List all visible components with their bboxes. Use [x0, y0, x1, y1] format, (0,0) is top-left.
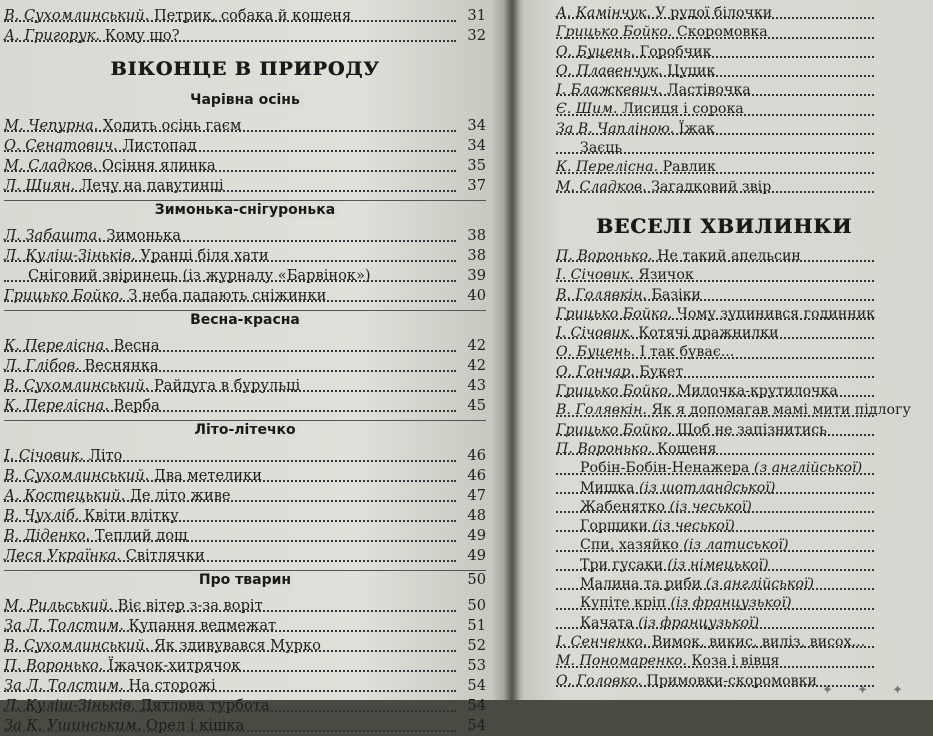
toc-entry: [556, 479, 904, 498]
toc-entry: [556, 633, 904, 652]
entry-title: Зимонька: [106, 227, 181, 244]
entry-title: Купання ведмежат: [128, 617, 277, 634]
page-number: 50: [467, 571, 486, 588]
toc-entry: [4, 6, 486, 26]
entry-title: Три гусаки: [580, 556, 664, 573]
toc-entry: [556, 43, 904, 62]
entry-title: Малина та риби: [580, 576, 702, 593]
page-number: 48: [467, 507, 486, 524]
page-number: 45: [467, 397, 486, 414]
entry-title: Як здивувався Мурко: [153, 637, 321, 654]
entry-title: Купіте кріп: [580, 595, 667, 612]
entry-author: М. Сладков.: [556, 178, 647, 195]
page-number: 40: [467, 287, 486, 304]
entry-title: Вимок, викис, виліз, висох...: [651, 633, 866, 650]
page-number: 46: [467, 447, 486, 464]
entry-author: Л. Куліш-Зіньків.: [4, 247, 136, 264]
right-page: [512, 0, 933, 700]
entry-title: Спи, хазяйко: [580, 537, 679, 554]
toc-entry: [556, 324, 904, 343]
entry-author: За Л. Толстим.: [4, 617, 124, 634]
entry-author: Грицько Бойко.: [556, 305, 673, 322]
entry-title: Два метелики: [153, 467, 262, 484]
toc-entry-text: [4, 487, 234, 504]
toc-entry-text: [4, 117, 244, 134]
toc-entry: [4, 486, 486, 506]
entry-title: Милочка-крутилочка: [676, 383, 838, 400]
toc-entry: [4, 376, 486, 396]
toc-entry-text: [580, 499, 755, 515]
toc-entry: [556, 23, 904, 42]
entry-author: П. Воронько.: [556, 440, 653, 457]
toc-entry-text: [4, 137, 200, 154]
toc-entry-text: [4, 717, 247, 734]
toc-entry-text: [4, 337, 163, 354]
entry-author: В. Голявкін.: [556, 402, 647, 419]
entry-title: Букет: [639, 363, 684, 380]
toc-entry-text: [556, 44, 715, 60]
entry-title: На сторожі: [128, 677, 216, 694]
entry-title: Літо: [88, 447, 123, 464]
entry-note: (із німецької): [667, 556, 769, 573]
entry-note: (з англійської): [753, 460, 863, 477]
entry-title: Петрик, собака й кошеня: [153, 7, 352, 24]
toc-entry: [4, 246, 486, 266]
entry-author: О. Буцень.: [556, 344, 636, 361]
entry-title: Горщики: [580, 518, 648, 535]
toc-entry: [556, 614, 904, 633]
entry-author: В. Чухліб.: [4, 507, 80, 524]
toc-entry-text: [4, 227, 184, 244]
page-number: 31: [467, 7, 486, 24]
entry-title: Цуцик: [667, 62, 716, 79]
toc-entry-text: [556, 248, 804, 264]
left-contents-list: [4, 6, 486, 736]
entry-title: Їжачок-хитрячок: [107, 657, 241, 674]
entry-title: Жабенятко: [580, 498, 666, 515]
toc-entry-text: [4, 357, 162, 374]
entry-title: Качата: [580, 614, 634, 631]
toc-entry-text: [4, 467, 265, 484]
entry-author: І. Січовик.: [556, 325, 634, 342]
entry-author: Грицько Бойко.: [556, 421, 673, 438]
entry-author: Л. Куліш-Зіньків.: [4, 697, 136, 714]
subsection-heading-label: Зимонька-снігуронька: [154, 202, 336, 218]
toc-entry: [4, 696, 486, 716]
entry-title: Віє вітер з-за воріт: [117, 597, 263, 614]
subsection-heading-label: Весна-красна: [190, 312, 300, 328]
toc-entry-text: [4, 547, 208, 564]
entry-note: (із французької): [670, 595, 792, 612]
entry-note: (із шотландської): [639, 479, 776, 496]
toc-entry: [556, 305, 904, 324]
entry-author: А. Григорук.: [4, 27, 101, 44]
page-number: 54: [467, 717, 486, 734]
toc-entry-text: [556, 653, 782, 669]
toc-entry: [556, 139, 904, 158]
toc-entry-text: [4, 157, 219, 174]
toc-entry: [4, 116, 486, 136]
page-number: 43: [467, 377, 486, 394]
toc-entry: [556, 247, 904, 266]
section-title: ВЕСЕЛІ ХВИЛИНКИ: [596, 213, 853, 238]
entry-title: Базіки: [651, 286, 701, 303]
toc-entry-text: [556, 402, 914, 418]
page-number: 53: [467, 657, 486, 674]
entry-author: О. Сенатович.: [4, 137, 118, 154]
toc-entry-text: [4, 397, 163, 414]
page-number: 38: [467, 227, 486, 244]
toc-entry-text: [580, 615, 762, 631]
toc-entry-text: [4, 617, 279, 634]
toc-entry-text: [556, 24, 771, 40]
entry-title: З неба падають сніжинки: [128, 287, 327, 304]
entry-title: Кошеня: [657, 440, 717, 457]
toc-entry-text: [556, 306, 878, 322]
toc-entry-text: [556, 101, 747, 117]
toc-entry-text: [556, 159, 719, 175]
toc-entry: [556, 594, 904, 613]
entry-title: Орел і кішка: [146, 717, 245, 734]
subsection-heading: [4, 86, 486, 116]
toc-entry-text: [556, 121, 718, 137]
toc-entry: [556, 100, 904, 119]
toc-entry: [556, 266, 904, 285]
right-contents-list: [556, 4, 911, 691]
toc-entry: [4, 396, 486, 416]
toc-entry-text: [580, 595, 795, 611]
entry-title: Сніговий звіринець (із журналу «Барвінок»): [28, 267, 371, 284]
toc-entry-text: [556, 287, 704, 303]
entry-author: За Л. Толстим.: [4, 677, 124, 694]
entry-author: В. Діденко.: [4, 527, 91, 544]
toc-entry: [556, 382, 904, 401]
entry-author: Є. Шим.: [556, 101, 618, 118]
toc-entry: [4, 136, 486, 156]
entry-author: І. Січовик.: [4, 447, 84, 464]
entry-author: Грицько Бойко.: [556, 24, 673, 41]
page-number: 49: [467, 547, 486, 564]
toc-entry-text: [4, 7, 354, 24]
entry-title: Теплий дощ: [94, 527, 188, 544]
subsection-heading: [4, 306, 486, 336]
toc-entry-text: [4, 597, 266, 614]
toc-entry-text: [4, 657, 244, 674]
entry-author: А. Камінчук.: [556, 5, 651, 21]
entry-author: В. Голявкін.: [556, 286, 647, 303]
entry-author: В. Сухомлинський.: [4, 377, 150, 394]
entry-author: О. Буцень.: [556, 43, 636, 60]
toc-entry: [556, 343, 904, 362]
toc-entry: [556, 120, 904, 139]
toc-entry-text: [556, 422, 830, 438]
entry-author: І. Сенченко.: [556, 633, 648, 650]
toc-entry-text: [28, 267, 374, 284]
toc-entry-text: [556, 267, 697, 283]
entry-title: Світлячки: [125, 547, 205, 564]
toc-entry: [4, 466, 486, 486]
toc-entry: [4, 676, 486, 696]
toc-entry-text: [4, 677, 219, 694]
toc-entry-text: [580, 480, 778, 496]
entry-author: За В. Чапліною.: [556, 120, 675, 137]
toc-entry-text: [4, 527, 191, 544]
toc-entry: [556, 158, 904, 177]
toc-entry-text: [4, 637, 324, 654]
toc-entry-text: [556, 383, 841, 399]
toc-entry-text: [4, 447, 125, 464]
subsection-heading: [4, 416, 486, 446]
entry-author: О. Плавенчук.: [556, 62, 663, 79]
toc-entry: [556, 536, 904, 555]
entry-title: Примовки-скоромовки: [646, 672, 817, 689]
toc-entry: [556, 178, 904, 197]
entry-title: Квіти влітку: [84, 507, 179, 524]
page-number: 46: [467, 467, 486, 484]
page-number: 47: [467, 487, 486, 504]
subsection-heading-label: Чарівна осінь: [190, 92, 300, 108]
entry-title: Коза і вівця: [691, 653, 780, 670]
page-number: 54: [467, 677, 486, 694]
toc-entry: [4, 26, 486, 46]
entry-author: К. Перелісна.: [4, 337, 109, 354]
entry-title: У рудої білочки: [655, 5, 773, 21]
toc-entry: [4, 656, 486, 676]
entry-title: Язичок: [638, 267, 694, 284]
page-ornament: ✦ ✦ ✦: [822, 683, 913, 698]
toc-entry-text: [556, 63, 718, 79]
toc-entry: [556, 401, 911, 420]
toc-entry: [4, 546, 486, 566]
toc-entry-text: [580, 557, 772, 573]
entry-note: (із французької): [638, 614, 760, 631]
entry-note: (з англійської): [705, 576, 814, 593]
page-number: 35: [467, 157, 486, 174]
entry-author: Грицько Бойко.: [4, 287, 124, 304]
entry-title: Скоромовка: [676, 24, 768, 41]
entry-author: Леся Українка.: [4, 547, 121, 564]
entry-title: Чому зупинився годинник: [676, 305, 876, 322]
toc-entry: [4, 286, 486, 306]
entry-author: Л. Глібов.: [4, 357, 80, 374]
toc-entry-text: [580, 576, 817, 592]
toc-entry: [4, 446, 486, 466]
toc-entry: [4, 506, 486, 526]
entry-title: Мишка: [580, 479, 635, 496]
toc-entry-text: [556, 5, 775, 21]
toc-entry: [556, 4, 904, 23]
toc-entry: [4, 226, 486, 246]
entry-title: Весна: [113, 337, 160, 354]
toc-entry-text: [556, 325, 782, 341]
toc-entry: [4, 176, 486, 196]
page-number: 52: [467, 637, 486, 654]
toc-entry-text: [556, 344, 737, 360]
entry-author: М. Рильський.: [4, 597, 113, 614]
toc-entry: [556, 363, 904, 382]
toc-entry: [4, 716, 486, 736]
entry-author: М. Пономаренко.: [556, 653, 687, 670]
toc-entry-text: [4, 177, 227, 194]
toc-entry-text: [556, 179, 774, 195]
entry-title: Ластівочка: [666, 82, 751, 99]
subsection-heading-label: Про тварин: [198, 572, 292, 588]
entry-author: В. Сухомлинський.: [4, 637, 150, 654]
toc-entry-text: [580, 537, 792, 553]
entry-author: Л. Забашта.: [4, 227, 102, 244]
toc-entry: [4, 336, 486, 356]
section-title: ВІКОНЦЕ В ПРИРОДУ: [110, 58, 380, 80]
entry-title: Котячі дражнилки: [638, 325, 779, 342]
page-number: 38: [467, 247, 486, 264]
entry-author: О. Головко.: [556, 672, 642, 689]
toc-entry: [556, 556, 904, 575]
toc-entry-text: [556, 634, 868, 650]
entry-author: К. Перелісна.: [556, 159, 659, 176]
page-number: 34: [467, 117, 486, 134]
entry-title: Де літо живе: [129, 487, 231, 504]
entry-author: П. Воронько.: [556, 247, 653, 264]
subsection-heading-label: Літо-літечко: [194, 422, 296, 438]
entry-note: (із латиської): [683, 537, 789, 554]
toc-entry-text: [4, 377, 303, 394]
toc-entry-text: [4, 27, 183, 44]
toc-entry-text: [556, 441, 720, 457]
page-number: 51: [467, 617, 486, 634]
entry-title: Кому що?: [104, 27, 180, 44]
page-number: 54: [467, 697, 486, 714]
entry-title: Листопад: [122, 137, 197, 154]
entry-author: За К. Ушинським.: [4, 717, 142, 734]
toc-entry: [4, 616, 486, 636]
toc-entry-text: [556, 673, 820, 689]
toc-entry-text: [580, 140, 625, 156]
toc-entry: [4, 636, 486, 656]
entry-title: Равлик: [662, 159, 716, 176]
entry-author: О. Гончар.: [556, 363, 635, 380]
toc-entry: [556, 421, 904, 440]
entry-title: Ходить осінь гаєм: [102, 117, 242, 134]
toc-entry-text: [556, 364, 686, 380]
entry-title: Райдуга в бурульці: [153, 377, 301, 394]
toc-entry: [556, 575, 904, 594]
entry-author: І. Блажкевич.: [556, 82, 663, 99]
entry-title: Як я допомагав мамі мити підлогу: [651, 402, 911, 419]
toc-entry-text: [580, 518, 738, 534]
toc-entry: [4, 526, 486, 546]
entry-title: Дятлова турбота: [140, 697, 270, 714]
toc-entry-text: [556, 82, 754, 98]
entry-author: М. Сладков.: [4, 157, 98, 174]
entry-author: В. Сухомлинський.: [4, 467, 150, 484]
toc-entry: [4, 356, 486, 376]
entry-author: Грицько Бойко.: [556, 383, 673, 400]
page-number: 50: [467, 597, 486, 614]
toc-entry: [556, 459, 904, 478]
entry-title: Загадковий звір: [651, 178, 772, 195]
page-number: 39: [467, 267, 486, 284]
entry-title: Не такий апельсин: [657, 247, 801, 264]
entry-author: К. Перелісна.: [4, 397, 109, 414]
toc-entry-text: [4, 697, 273, 714]
toc-entry: [556, 62, 904, 81]
toc-entry-text: [4, 247, 272, 264]
entry-title: Заєць: [580, 140, 623, 157]
page-number: 49: [467, 527, 486, 544]
entry-title: Уранці біля хати: [140, 247, 269, 264]
toc-entry-text: [4, 287, 329, 304]
toc-entry: [556, 81, 904, 100]
entry-title: Осіння ялинка: [101, 157, 216, 174]
toc-entry: [4, 596, 486, 616]
entry-title: Їжак: [678, 120, 715, 137]
subsection-heading: [4, 196, 486, 226]
toc-entry: [556, 440, 904, 459]
entry-author: Л. Шиян.: [4, 177, 76, 194]
book-gutter: [504, 0, 520, 700]
entry-author: М. Чепурна.: [4, 117, 99, 134]
entry-title: Лисиця і сорока: [622, 101, 744, 118]
entry-title: Лечу на павутинці: [80, 177, 224, 194]
entry-title: Веснянка: [84, 357, 159, 374]
toc-entry-text: [580, 460, 865, 476]
entry-note: (із чеської): [652, 518, 735, 535]
page-number: 34: [467, 137, 486, 154]
page-number: 42: [467, 337, 486, 354]
toc-entry: [556, 286, 904, 305]
toc-entry: [556, 517, 904, 536]
page-number: 32: [467, 27, 486, 44]
page-number: 37: [467, 177, 486, 194]
toc-entry: [4, 266, 486, 286]
toc-entry: [556, 652, 904, 671]
entry-title: І так буває...: [639, 344, 735, 361]
toc-entry-text: [4, 507, 182, 524]
entry-title: Верба: [113, 397, 160, 414]
page-number: 42: [467, 357, 486, 374]
toc-entry: [4, 156, 486, 176]
entry-author: В. Сухомлинський.: [4, 7, 150, 24]
entry-title: Робін-Бобін-Ненажера: [580, 460, 750, 477]
subsection-heading: [4, 566, 486, 596]
entry-note: (із чеської): [669, 498, 752, 515]
entry-author: А. Костецький.: [4, 487, 126, 504]
toc-entry: [556, 498, 904, 517]
entry-title: Щоб не запізнитись: [676, 421, 827, 438]
entry-author: П. Воронько.: [4, 657, 104, 674]
entry-title: Горобчик: [639, 43, 712, 60]
entry-author: І. Січовик.: [556, 267, 634, 284]
